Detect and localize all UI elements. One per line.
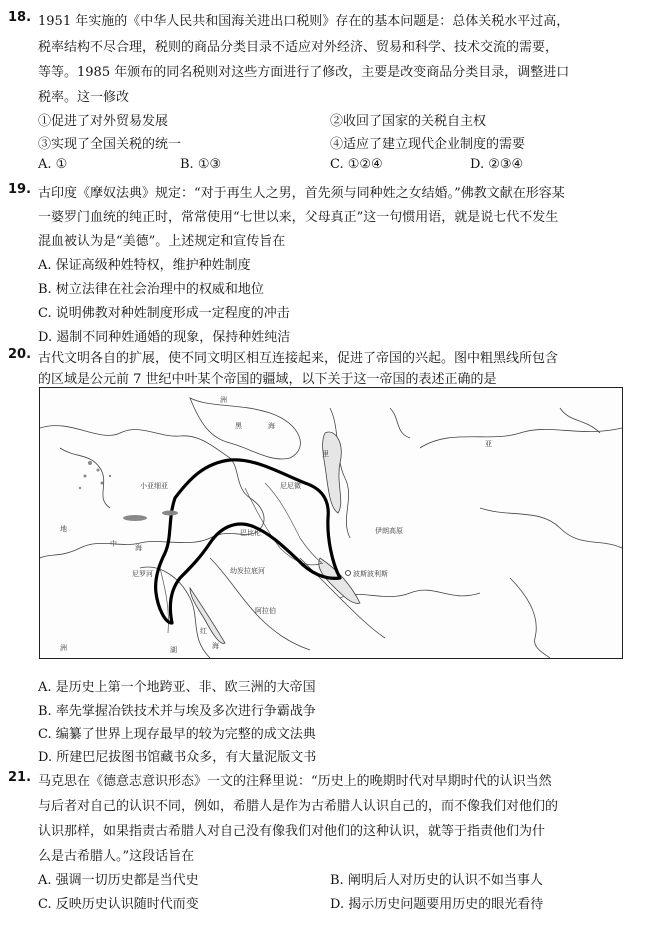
map-label-caspian: 里 [322, 450, 329, 458]
q19-stem-line-2: 一婆罗门血统的纯正时，常常使用“七世以来，父母真正”这一句惯用语，就是说七代不发生 [38, 210, 559, 225]
q18-item-1: ①促进了对外贸易发展 [38, 114, 169, 129]
map-label-sea-1: 海 [268, 422, 275, 430]
q18-stem-line-2: 税率结构不尽合理，税则的商品分类目录不适应对外经济、贸易和科学、技术交流的需要， [38, 40, 559, 55]
q20-option-a[interactable]: A. 是历史上第一个地跨亚、非、欧三洲的大帝国 [38, 680, 316, 695]
q18-stem-line-1: 1951 年实施的《中华人民共和国海关进出口税则》存在的基本问题是：总体关税水平过高， [38, 14, 570, 29]
q21-option-a[interactable]: A. 强调一切历史都是当代史 [38, 873, 199, 888]
map-label-persepolis: 波斯波利斯 [353, 570, 388, 578]
q21-option-b[interactable]: B. 阐明后人对历史的认识不如当事人 [330, 873, 543, 888]
q19-number: 19. [8, 182, 32, 197]
q21-number: 21. [8, 770, 32, 785]
map-label-di: 地 [60, 525, 67, 533]
q19-stem-line-3: 混血被认为是“美德”。上述规定和宣传旨在 [38, 234, 286, 249]
map-label-asia: 亚 [485, 440, 492, 448]
persepolis-marker [346, 571, 351, 576]
map-rivers [160, 483, 323, 633]
q21-stem-line-2: 与后者对自己的认识不同，例如，希腊人是作为古希腊人认识自己的，而不像我们对他们的 [38, 799, 559, 814]
map-label-europe: 洲 [220, 396, 227, 404]
q19-option-c[interactable]: C. 说明佛教对种姓制度形成一定程度的冲击 [38, 306, 290, 321]
map-label-iranian-plateau: 伊朗高原 [375, 527, 403, 535]
q20-option-b[interactable]: B. 率先掌握冶铁技术并与埃及多次进行争霸战争 [38, 704, 316, 719]
q19-stem-line-1: 古印度《摩奴法典》规定：“对于再生人之男，首先须与同种姓之女结婚。”佛教文献在形容某 [38, 186, 565, 201]
q21-stem-line-4: 么是古希腊人。”这段话旨在 [38, 849, 195, 864]
map-label-lake: 湖 [170, 646, 177, 654]
q21-option-c[interactable]: C. 反映历史认识随时代而变 [38, 897, 199, 912]
q20-option-d[interactable]: D. 所建巴尼拔图书馆藏书众多，有大量泥版文书 [38, 750, 317, 765]
q20-stem-line-2: 的区域是公元前 7 世纪中叶某个帝国的疆域，以下关于这一帝国的表述正确的是 [38, 372, 497, 387]
q20-number: 20. [8, 347, 32, 362]
q18-option-d[interactable]: D. ②③④ [470, 157, 524, 172]
q21-stem-line-1: 马克思在《德意志意识形态》一文的注释里说：“历史上的晚期时代对早期时代的认识当然 [38, 774, 552, 789]
map-islands [79, 461, 178, 521]
q18-item-4: ④适应了建立现代企业制度的需要 [330, 137, 526, 152]
persian-gulf [319, 558, 360, 603]
map-label-africa: 洲 [60, 644, 67, 652]
q19-option-b[interactable]: B. 树立法律在社会治理中的权威和地位 [38, 282, 264, 297]
q18-item-2: ②收回了国家的关税自主权 [330, 114, 487, 129]
q18-stem-line-4: 税率。这一修改 [38, 90, 130, 105]
q20-stem-line-1: 古代文明各自的扩展，使不同文明区相互连接起来，促进了帝国的兴起。图中粗黑线所包含 [38, 351, 559, 366]
map-label-sea-3: 海 [212, 642, 219, 650]
q18-stem-line-3: 等等。1985 年颁布的同名税则对这些方面进行了修改，主要是改变商品分类目录，调整进口 [38, 65, 570, 80]
q18-option-b[interactable]: B. ①③ [180, 157, 222, 172]
q19-option-d[interactable]: D. 遏制不同种姓通婚的现象，保持种姓纯洁 [38, 330, 291, 345]
map-label-sea-2: 海 [135, 544, 142, 552]
map-label-babylon: 巴比伦 [240, 529, 261, 537]
map-label-zhong: 中 [110, 540, 117, 548]
q18-option-c[interactable]: C. ①②④ [330, 157, 383, 172]
map-label-asia-minor: 小亚细亚 [140, 482, 168, 490]
q18-number: 18. [8, 10, 32, 25]
q21-option-d[interactable]: D. 揭示历史问题要用历史的眼光看待 [330, 897, 544, 912]
map-label-arabia: 阿拉伯 [255, 607, 276, 615]
q18-item-3: ③实现了全国关税的统一 [38, 137, 182, 152]
map-label-black: 黑 [235, 422, 242, 430]
map-label-euphrates: 幼发拉底河 [230, 567, 265, 575]
empire-boundary [156, 460, 340, 623]
q21-stem-line-3: 认识那样，如果指责古希腊人对自己没有像我们对他们的这种认识，就等于指责他们为什 [38, 824, 546, 839]
map-drawing [40, 388, 622, 658]
q19-option-a[interactable]: A. 保证高级种姓特权，维护种姓制度 [38, 258, 251, 273]
empire-map [39, 387, 623, 659]
red-sea [190, 588, 225, 643]
map-label-nile: 尼罗河 [132, 570, 153, 578]
q20-option-c[interactable]: C. 编纂了世界上现存最早的较为完整的成文法典 [38, 727, 316, 742]
map-label-red: 红 [200, 627, 207, 635]
q18-option-a[interactable]: A. ① [38, 157, 68, 172]
map-label-nineveh: 尼尼微 [280, 482, 301, 490]
